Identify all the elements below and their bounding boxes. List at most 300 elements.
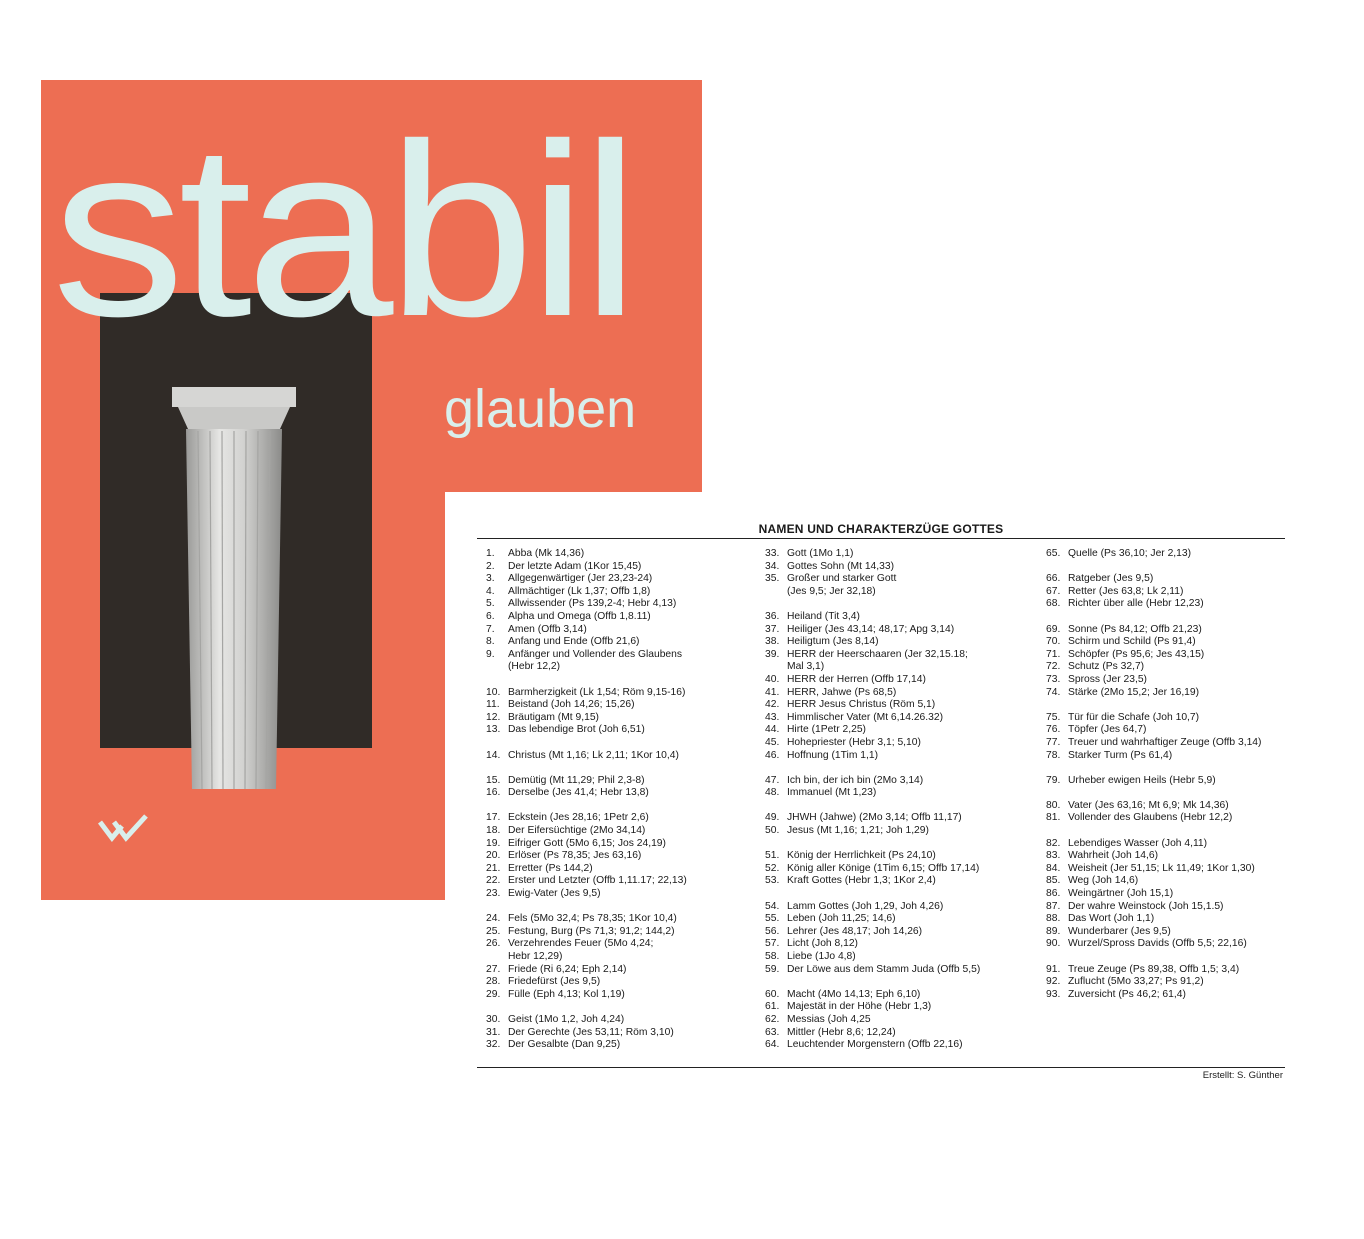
entry-number: 47. bbox=[765, 774, 780, 786]
entry-text: Wunderbarer (Jes 9,5) bbox=[1068, 925, 1171, 937]
entry-number: 8. bbox=[486, 636, 495, 648]
entry-text: Wahrheit (Joh 14,6) bbox=[1068, 850, 1159, 862]
name-entry bbox=[765, 712, 980, 725]
group-spacer bbox=[765, 800, 980, 813]
name-entry bbox=[1046, 649, 1261, 662]
entry-text: Heiland (Tit 3,4) bbox=[787, 610, 860, 622]
name-entry bbox=[765, 875, 980, 888]
entry-text: Allwissender (Ps 139,2-4; Hebr 4,13) bbox=[508, 598, 677, 610]
entry-number: 63. bbox=[765, 1026, 780, 1038]
entry-text: HERR Jesus Christus (Röm 5,1) bbox=[787, 699, 936, 711]
name-entry bbox=[765, 661, 980, 674]
entry-number: 14. bbox=[486, 749, 501, 761]
group-spacer bbox=[765, 838, 980, 851]
entry-number: 44. bbox=[765, 724, 780, 736]
entry-number: 58. bbox=[765, 951, 780, 962]
entry-text: Erlöser (Ps 78,35; Jes 63,16) bbox=[508, 850, 642, 862]
entry-text: Heiligtum (Jes 8,14) bbox=[787, 636, 879, 648]
name-entry bbox=[765, 586, 980, 599]
names-column-3 bbox=[1046, 548, 1261, 1001]
name-entry bbox=[1046, 598, 1261, 611]
entry-text: Himmlischer Vater (Mt 6,14.26.32) bbox=[787, 711, 944, 723]
entry-number: 72. bbox=[1046, 661, 1061, 673]
entry-text: Gottes Sohn (Mt 14,33) bbox=[787, 560, 895, 572]
entry-number: 46. bbox=[765, 749, 780, 761]
name-entry bbox=[486, 938, 687, 951]
name-entry bbox=[486, 838, 687, 851]
name-entry bbox=[1046, 712, 1261, 725]
entry-text: Majestät in der Höhe (Hebr 1,3) bbox=[787, 1001, 932, 1013]
entry-number: 62. bbox=[765, 1013, 780, 1025]
entry-text: Treue Zeuge (Ps 89,38, Offb 1,5; 3,4) bbox=[1068, 963, 1240, 975]
entry-text: Liebe (1Jo 4,8) bbox=[787, 951, 856, 962]
entry-number: 84. bbox=[1046, 862, 1061, 874]
name-entry bbox=[765, 775, 980, 788]
entry-text: Macht (4Mo 14,13; Eph 6,10) bbox=[787, 988, 921, 1000]
entry-text: Treuer und wahrhaftiger Zeuge (Offb 3,14) bbox=[1068, 736, 1262, 748]
entry-text: Leben (Joh 11,25; 14,6) bbox=[787, 913, 896, 925]
entry-text: Leuchtender Morgenstern (Offb 22,16) bbox=[787, 1039, 963, 1051]
entry-number: 31. bbox=[486, 1026, 501, 1038]
name-entry bbox=[765, 951, 980, 964]
name-entry bbox=[765, 964, 980, 977]
entry-number: 34. bbox=[765, 560, 780, 572]
entry-text: Sonne (Ps 84,12; Offb 21,23) bbox=[1068, 623, 1202, 635]
entry-text: (Hebr 12,2) bbox=[508, 661, 561, 673]
name-entry bbox=[486, 888, 687, 901]
entry-number: 19. bbox=[486, 837, 501, 849]
name-entry bbox=[486, 750, 687, 763]
name-entry bbox=[1046, 926, 1261, 939]
entry-number bbox=[765, 661, 787, 674]
entry-number: 59. bbox=[765, 963, 780, 975]
entry-number: 82. bbox=[1046, 837, 1061, 849]
entry-text: Erster und Letzter (Offb 1,11.17; 22,13) bbox=[508, 875, 687, 887]
entry-text: Bräutigam (Mt 9,15) bbox=[508, 711, 599, 723]
entry-number: 5. bbox=[486, 598, 495, 610]
group-spacer bbox=[765, 976, 980, 989]
group-spacer bbox=[1046, 787, 1261, 800]
entry-text: Kraft Gottes (Hebr 1,3; 1Kor 2,4) bbox=[787, 875, 936, 887]
entry-text: Hohepriester (Hebr 3,1; 5,10) bbox=[787, 736, 921, 748]
name-entry bbox=[486, 951, 687, 964]
name-entry bbox=[1046, 737, 1261, 750]
name-entry bbox=[765, 913, 980, 926]
name-entry bbox=[1046, 624, 1261, 637]
entry-text: Beistand (Joh 14,26; 15,26) bbox=[508, 699, 635, 711]
entry-text: Tür für die Schafe (Joh 10,7) bbox=[1068, 711, 1200, 723]
entry-number: 1. bbox=[486, 548, 495, 559]
name-entry bbox=[486, 561, 687, 574]
name-entry bbox=[486, 1039, 687, 1052]
name-entry bbox=[486, 611, 687, 624]
bottom-rule bbox=[477, 1067, 1285, 1068]
entry-text: JHWH (Jahwe) (2Mo 3,14; Offb 11,17) bbox=[787, 812, 962, 824]
entry-number: 35. bbox=[765, 573, 780, 585]
entry-number: 57. bbox=[765, 938, 780, 950]
entry-number: 43. bbox=[765, 711, 780, 723]
entry-number: 81. bbox=[1046, 812, 1061, 824]
entry-number: 61. bbox=[765, 1001, 780, 1013]
entry-number: 11. bbox=[486, 699, 500, 711]
name-entry bbox=[486, 875, 687, 888]
entry-text: Der letzte Adam (1Kor 15,45) bbox=[508, 560, 642, 572]
entry-number: 39. bbox=[765, 648, 780, 660]
name-entry bbox=[486, 586, 687, 599]
entry-text: Lamm Gottes (Joh 1,29, Joh 4,26) bbox=[787, 900, 944, 912]
entry-number: 49. bbox=[765, 812, 780, 824]
entry-number: 67. bbox=[1046, 585, 1061, 597]
entry-number: 17. bbox=[486, 812, 501, 824]
name-entry bbox=[486, 548, 687, 561]
entry-number: 41. bbox=[765, 686, 780, 698]
sheet-credit: Erstellt: S. Günther bbox=[1202, 1070, 1283, 1081]
name-entry bbox=[765, 561, 980, 574]
name-entry bbox=[486, 699, 687, 712]
entry-text: Festung, Burg (Ps 71,3; 91,2; 144,2) bbox=[508, 925, 675, 937]
entry-number: 12. bbox=[486, 711, 501, 723]
entry-text: Mittler (Hebr 8,6; 12,24) bbox=[787, 1026, 896, 1038]
name-entry bbox=[765, 863, 980, 876]
entry-text: Weingärtner (Joh 15,1) bbox=[1068, 888, 1174, 900]
name-entry bbox=[1046, 750, 1261, 763]
entry-text: Heiliger (Jes 43,14; 48,17; Apg 3,14) bbox=[787, 623, 955, 635]
name-entry bbox=[486, 850, 687, 863]
entry-number: 36. bbox=[765, 610, 780, 622]
entry-text: HERR, Jahwe (Ps 68,5) bbox=[787, 686, 897, 698]
name-entry bbox=[486, 913, 687, 926]
entry-number: 37. bbox=[765, 623, 780, 635]
entry-text: Hirte (1Petr 2,25) bbox=[787, 724, 866, 736]
entry-text: Licht (Joh 8,12) bbox=[787, 938, 858, 950]
entry-number: 13. bbox=[486, 724, 501, 736]
top-rule bbox=[477, 538, 1285, 539]
entry-text: Abba (Mk 14,36) bbox=[508, 548, 585, 559]
group-spacer bbox=[486, 762, 687, 775]
entry-number: 25. bbox=[486, 925, 501, 937]
name-entry bbox=[765, 1014, 980, 1027]
entry-text: Starker Turm (Ps 61,4) bbox=[1068, 749, 1173, 761]
entry-number: 45. bbox=[765, 736, 780, 748]
entry-number: 29. bbox=[486, 988, 501, 1000]
entry-number: 28. bbox=[486, 976, 501, 988]
entry-text: Fels (5Mo 32,4; Ps 78,35; 1Kor 10,4) bbox=[508, 913, 677, 925]
entry-number: 91. bbox=[1046, 963, 1061, 975]
entry-text: Anfänger und Vollender des Glaubens bbox=[508, 648, 683, 660]
group-spacer bbox=[486, 901, 687, 914]
entry-number: 65. bbox=[1046, 548, 1061, 559]
entry-text: Ratgeber (Jes 9,5) bbox=[1068, 573, 1154, 585]
entry-text: Messias (Joh 4,25 bbox=[787, 1013, 871, 1025]
entry-number: 21. bbox=[486, 862, 501, 874]
group-spacer bbox=[1046, 762, 1261, 775]
entry-text: Quelle (Ps 36,10; Jer 2,13) bbox=[1068, 548, 1192, 559]
entry-text: Ich bin, der ich bin (2Mo 3,14) bbox=[787, 774, 924, 786]
entry-number: 7. bbox=[486, 623, 495, 635]
entry-text: Erretter (Ps 144,2) bbox=[508, 862, 593, 874]
entry-number: 93. bbox=[1046, 988, 1061, 1000]
entry-text: Das Wort (Joh 1,1) bbox=[1068, 913, 1155, 925]
name-entry bbox=[765, 1039, 980, 1052]
entry-text: Zuversicht (Ps 46,2; 61,4) bbox=[1068, 988, 1186, 1000]
entry-number: 87. bbox=[1046, 900, 1061, 912]
name-entry bbox=[1046, 989, 1261, 1002]
entry-text: Schutz (Ps 32,7) bbox=[1068, 661, 1145, 673]
group-spacer bbox=[1046, 951, 1261, 964]
entry-text: Anfang und Ende (Offb 21,6) bbox=[508, 636, 640, 648]
entry-text: Retter (Jes 63,8; Lk 2,11) bbox=[1068, 585, 1184, 597]
entry-number: 78. bbox=[1046, 749, 1061, 761]
name-entry bbox=[765, 1027, 980, 1040]
name-entry bbox=[1046, 850, 1261, 863]
entry-number: 55. bbox=[765, 913, 780, 925]
entry-number: 42. bbox=[765, 699, 780, 711]
name-entry bbox=[486, 825, 687, 838]
entry-number: 22. bbox=[486, 875, 501, 887]
name-entry bbox=[1046, 888, 1261, 901]
entry-number: 75. bbox=[1046, 711, 1061, 723]
name-entry bbox=[486, 724, 687, 737]
entry-text: Amen (Offb 3,14) bbox=[508, 623, 587, 635]
entry-number: 33. bbox=[765, 548, 780, 559]
entry-number: 89. bbox=[1046, 925, 1061, 937]
entry-number: 23. bbox=[486, 888, 501, 900]
entry-text: Demütig (Mt 11,29; Phil 2,3-8) bbox=[508, 774, 645, 786]
group-spacer bbox=[1046, 825, 1261, 838]
entry-number: 10. bbox=[486, 686, 501, 698]
sheet-title: NAMEN UND CHARAKTERZÜGE GOTTES bbox=[758, 522, 1004, 536]
name-entry bbox=[486, 598, 687, 611]
name-entry bbox=[765, 737, 980, 750]
entry-number: 20. bbox=[486, 850, 501, 862]
cover-title: stabil bbox=[52, 93, 634, 368]
entry-text: Allgegenwärtiger (Jer 23,23-24) bbox=[508, 573, 653, 585]
name-entry bbox=[486, 573, 687, 586]
entry-text: Gott (1Mo 1,1) bbox=[787, 548, 854, 559]
name-entry bbox=[765, 636, 980, 649]
name-entry bbox=[1046, 636, 1261, 649]
entry-text: HERR der Heerschaaren (Jer 32,15.18; bbox=[787, 648, 968, 660]
entry-number: 50. bbox=[765, 825, 780, 837]
group-spacer bbox=[486, 674, 687, 687]
entry-text: Friedefürst (Jes 9,5) bbox=[508, 976, 601, 988]
name-entry bbox=[1046, 863, 1261, 876]
entry-number: 77. bbox=[1046, 736, 1061, 748]
entry-text: Wurzel/Spross Davids (Offb 5,5; 22,16) bbox=[1068, 938, 1247, 950]
entry-number: 54. bbox=[765, 900, 780, 912]
entry-number: 69. bbox=[1046, 623, 1061, 635]
entry-text: Lebendiges Wasser (Joh 4,11) bbox=[1068, 837, 1208, 849]
name-entry bbox=[765, 724, 980, 737]
entry-number: 4. bbox=[486, 585, 495, 597]
entry-number: 15. bbox=[486, 774, 501, 786]
entry-text: Friede (Ri 6,24; Eph 2,14) bbox=[508, 963, 627, 975]
entry-text: Weg (Joh 14,6) bbox=[1068, 875, 1139, 887]
entry-text: Hebr 12,29) bbox=[508, 951, 563, 962]
name-entry bbox=[765, 989, 980, 1002]
entry-text: Der Gesalbte (Dan 9,25) bbox=[508, 1039, 621, 1051]
name-entry bbox=[1046, 800, 1261, 813]
name-entry bbox=[765, 674, 980, 687]
name-entry bbox=[486, 989, 687, 1002]
name-entry bbox=[765, 687, 980, 700]
entry-number: 56. bbox=[765, 925, 780, 937]
entry-text: Großer und starker Gott bbox=[787, 573, 897, 585]
entry-number: 88. bbox=[1046, 913, 1061, 925]
entry-text: Ewig-Vater (Jes 9,5) bbox=[508, 888, 601, 900]
name-entry bbox=[486, 812, 687, 825]
name-entry bbox=[765, 850, 980, 863]
name-entry bbox=[486, 775, 687, 788]
entry-text: Stärke (2Mo 15,2; Jer 16,19) bbox=[1068, 686, 1200, 698]
entry-text: HERR der Herren (Offb 17,14) bbox=[787, 673, 926, 685]
entry-text: (Jes 9,5; Jer 32,18) bbox=[787, 585, 876, 597]
entry-text: Derselbe (Jes 41,4; Hebr 13,8) bbox=[508, 787, 649, 799]
entry-text: Mal 3,1) bbox=[787, 661, 825, 673]
group-spacer bbox=[765, 888, 980, 901]
group-spacer bbox=[765, 598, 980, 611]
entry-number: 64. bbox=[765, 1039, 780, 1051]
entry-text: Der Gerechte (Jes 53,11; Röm 3,10) bbox=[508, 1026, 674, 1038]
name-entry bbox=[1046, 913, 1261, 926]
name-entry bbox=[1046, 661, 1261, 674]
entry-number: 53. bbox=[765, 875, 780, 887]
group-spacer bbox=[1046, 699, 1261, 712]
entry-number: 83. bbox=[1046, 850, 1061, 862]
entry-text: Schirm und Schild (Ps 91,4) bbox=[1068, 636, 1196, 648]
entry-number: 27. bbox=[486, 963, 501, 975]
entry-number: 40. bbox=[765, 673, 780, 685]
entry-text: Eifriger Gott (5Mo 6,15; Jos 24,19) bbox=[508, 837, 666, 849]
entry-text: Schöpfer (Ps 95,6; Jes 43,15) bbox=[1068, 648, 1205, 660]
entry-number: 2. bbox=[486, 560, 495, 572]
group-spacer bbox=[1046, 561, 1261, 574]
entry-number: 71. bbox=[1046, 648, 1061, 660]
doric-column-image bbox=[166, 385, 302, 789]
names-column-1 bbox=[486, 548, 687, 1052]
name-entry bbox=[1046, 586, 1261, 599]
entry-number: 48. bbox=[765, 787, 780, 799]
group-spacer bbox=[486, 1001, 687, 1014]
name-entry bbox=[1046, 812, 1261, 825]
entry-text: Richter über alle (Hebr 12,23) bbox=[1068, 598, 1204, 610]
entry-text: Urheber ewigen Heils (Hebr 5,9) bbox=[1068, 774, 1216, 786]
entry-number: 18. bbox=[486, 825, 501, 837]
entry-number: 24. bbox=[486, 913, 501, 925]
entry-number: 6. bbox=[486, 610, 495, 622]
name-entry bbox=[765, 611, 980, 624]
entry-number: 80. bbox=[1046, 799, 1061, 811]
name-entry bbox=[486, 926, 687, 939]
name-entry bbox=[486, 712, 687, 725]
name-entry bbox=[1046, 724, 1261, 737]
cover-subtitle: glauben bbox=[444, 379, 637, 439]
entry-number: 32. bbox=[486, 1039, 501, 1051]
entry-number: 26. bbox=[486, 938, 501, 950]
entry-number: 60. bbox=[765, 988, 780, 1000]
entry-text: Der wahre Weinstock (Joh 15,1.5) bbox=[1068, 900, 1224, 912]
name-entry bbox=[1046, 687, 1261, 700]
name-entry bbox=[765, 812, 980, 825]
name-entry bbox=[765, 825, 980, 838]
entry-text: Lehrer (Jes 48,17; Joh 14,26) bbox=[787, 925, 923, 937]
name-entry bbox=[486, 624, 687, 637]
name-entry bbox=[765, 1001, 980, 1014]
entry-text: Vollender des Glaubens (Hebr 12,2) bbox=[1068, 812, 1233, 824]
name-entry bbox=[765, 926, 980, 939]
name-entry bbox=[486, 964, 687, 977]
group-spacer bbox=[765, 762, 980, 775]
name-entry bbox=[1046, 674, 1261, 687]
entry-text: Jesus (Mt 1,16; 1,21; Joh 1,29) bbox=[787, 825, 929, 837]
name-entry bbox=[486, 976, 687, 989]
name-entry bbox=[1046, 938, 1261, 951]
group-spacer bbox=[486, 737, 687, 750]
name-entry bbox=[486, 636, 687, 649]
publisher-logo-icon bbox=[98, 812, 148, 842]
name-entry bbox=[486, 787, 687, 800]
name-entry bbox=[1046, 838, 1261, 851]
names-column-2 bbox=[765, 548, 980, 1052]
entry-number: 73. bbox=[1046, 673, 1061, 685]
entry-number: 68. bbox=[1046, 598, 1061, 610]
entry-number: 70. bbox=[1046, 636, 1061, 648]
entry-number: 51. bbox=[765, 850, 780, 862]
entry-number: 76. bbox=[1046, 724, 1061, 736]
name-entry bbox=[765, 649, 980, 662]
name-entry bbox=[765, 624, 980, 637]
group-spacer bbox=[1046, 611, 1261, 624]
name-entry bbox=[486, 863, 687, 876]
entry-text: Das lebendige Brot (Joh 6,51) bbox=[508, 724, 645, 736]
entry-text: Zuflucht (5Mo 33,27; Ps 91,2) bbox=[1068, 976, 1204, 988]
entry-number bbox=[486, 951, 508, 964]
entry-number: 16. bbox=[486, 787, 501, 799]
name-entry bbox=[1046, 573, 1261, 586]
entry-number: 66. bbox=[1046, 573, 1061, 585]
name-entry bbox=[1046, 875, 1261, 888]
entry-number: 92. bbox=[1046, 976, 1061, 988]
entry-text: Verzehrendes Feuer (5Mo 4,24; bbox=[508, 938, 654, 950]
group-spacer bbox=[486, 800, 687, 813]
entry-number: 74. bbox=[1046, 686, 1061, 698]
entry-number: 30. bbox=[486, 1013, 501, 1025]
name-entry bbox=[765, 548, 980, 561]
entry-text: König der Herrlichkeit (Ps 24,10) bbox=[787, 850, 936, 862]
name-entry bbox=[486, 661, 687, 674]
name-entry bbox=[486, 1027, 687, 1040]
entry-number: 3. bbox=[486, 573, 495, 585]
entry-number: 86. bbox=[1046, 888, 1061, 900]
entry-text: Christus (Mt 1,16; Lk 2,11; 1Kor 10,4) bbox=[508, 749, 679, 761]
entry-text: Eckstein (Jes 28,16; 1Petr 2,6) bbox=[508, 812, 649, 824]
name-entry bbox=[765, 699, 980, 712]
name-entry bbox=[1046, 976, 1261, 989]
entry-text: Geist (1Mo 1,2, Joh 4,24) bbox=[508, 1013, 625, 1025]
entry-text: Der Eifersüchtige (2Mo 34,14) bbox=[508, 825, 646, 837]
entry-text: Spross (Jer 23,5) bbox=[1068, 673, 1147, 685]
entry-number: 90. bbox=[1046, 938, 1061, 950]
name-entry bbox=[765, 787, 980, 800]
name-entry bbox=[1046, 901, 1261, 914]
name-entry bbox=[765, 901, 980, 914]
entry-number: 9. bbox=[486, 648, 495, 660]
entry-text: Barmherzigkeit (Lk 1,54; Röm 9,15-16) bbox=[508, 686, 686, 698]
entry-text: König aller Könige (1Tim 6,15; Offb 17,14) bbox=[787, 862, 980, 874]
entry-number: 85. bbox=[1046, 875, 1061, 887]
entry-number: 52. bbox=[765, 862, 780, 874]
entry-number: 38. bbox=[765, 636, 780, 648]
